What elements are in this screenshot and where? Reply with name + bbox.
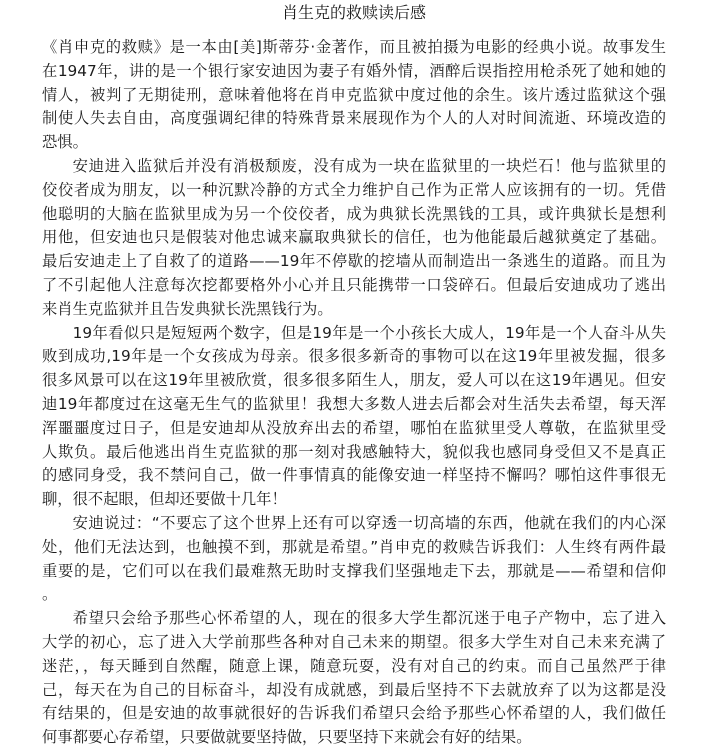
- text-line: 最后安迪走上了自救了的道路——19年不停歇的挖墙从而制造出一条逃生的道路。而且为: [42, 252, 666, 271]
- text-line: 很多风景可以在这19年里被欣赏，很多很多陌生人，朋友，爱人可以在这19年遇见。但安: [42, 371, 666, 390]
- text-line: 在1947年，讲的是一个银行家安迪因为妻子有婚外情，酒醉后误指控用枪杀死了她和她的: [42, 61, 666, 80]
- text-line: 来肖生克监狱并且告发典狱长洗黑钱行为。: [42, 299, 333, 318]
- text-line: 。: [42, 585, 58, 604]
- text-line: 何事都要心存希望，只要做就要坚持做，只要坚持下来就会有好的结果。: [42, 728, 532, 747]
- text-line: 大学的初心，忘了进入大学前那些各种对自己未来的期望。很多大学生对自己未来充满了: [42, 632, 666, 651]
- text-line: 了不引起他人注意每次挖都要格外小心并且只能携带一口袋碎石。但最后安迪成功了逃出: [42, 275, 666, 294]
- text-line: 他聪明的大脑在监狱里成为另一个佼佼者，成为典狱长洗黑钱的工具，或许典狱长是想利: [42, 204, 666, 223]
- text-line: 有结果的，但是安迪的故事就很好的告诉我们希望只会给予那些心怀希望的人，我们做任: [42, 704, 666, 723]
- text-line: 佼佼者成为朋友，以一种沉默冷静的方式全力维护自己作为正常人应该拥有的一切。凭借: [42, 180, 666, 199]
- paragraph-5: [42, 607, 666, 750]
- text-line: 《肖申克的救赎》是一本由[美]斯蒂芬·金著作，而且被拍摄为电影的经典小说。故事发生: [42, 38, 666, 56]
- paragraph-3: [42, 322, 666, 512]
- text-line: 处，他们无法达到，也触摸不到，那就是希望。”肖申克的救赎告诉我们：人生终有两件最: [42, 537, 666, 556]
- text-line: 重要的是，它们可以在我们最难熬无助时支撑我们坚强地走下去，那就是——希望和信仰: [42, 561, 666, 580]
- text-line: 恐惧。: [42, 133, 88, 152]
- text-line: 用他，但安迪也只是假装对他忠诚来赢取典狱长的信任，也为他能最后越狱奠定了基础。: [42, 228, 666, 247]
- text-line: 迪19年都度过在这毫无生气的监狱里！我想大多数人进去后都会对生活失去希望，每天浑: [42, 394, 666, 413]
- text-line: 败到成功,19年是一个女孩成为母亲。很多很多新奇的事物可以在这19年里被发掘，很多: [42, 347, 666, 366]
- text-line: 情人，被判了无期徒刑，意味着他将在肖申克监狱中度过他的余生。该片透过监狱这个强: [42, 85, 666, 104]
- paragraph-4: [42, 512, 666, 607]
- document-title: 肖生克的救赎读后感: [281, 3, 426, 22]
- paragraph-2: [42, 155, 666, 322]
- text-line: 19年看似只是短短两个数字，但是19年是一个小孩长大成人，19年是一个人奋斗从失: [72, 323, 666, 342]
- text-line: 迷茫，，每天睡到自然醒，随意上课，随意玩耍，没有对自己的约束。而自己虽然严于律: [42, 656, 666, 675]
- text-line: 希望只会给予那些心怀希望的人，现在的很多大学生都沉迷于电子产物中，忘了进入: [72, 609, 666, 628]
- text-line: 的感同身受，我不禁问自己，做一件事情真的能像安迪一样坚持不懈吗？哪怕这件事很无: [42, 466, 666, 485]
- document-body: [42, 36, 666, 750]
- text-line: 安迪说过：“不要忘了这个世界上还有可以穿透一切高墙的东西，他就在我们的内心深: [72, 513, 666, 532]
- text-line: 安迪进入监狱后并没有消极颓废，没有成为一块在监狱里的一块烂石！他与监狱里的: [72, 156, 666, 175]
- paragraph-1: [42, 36, 666, 155]
- text-line: 浑噩噩度过日子，但是安迪却从没放弃出去的希望，哪怕在监狱里受人尊敬，在监狱里受: [42, 418, 666, 437]
- text-line: 制使人失去自由，高度强调纪律的特殊背景来展现作为个人的人对时间流逝、环境改造的: [42, 109, 666, 128]
- text-line: 人欺负。最后他逃出肖生克监狱的那一刻对我感触特大，貌似我也感同身受但又不是真正: [42, 442, 666, 461]
- text-line: 己，每天在为自己的目标奋斗，却没有成就感，到最后坚持不下去就放弃了以为这都是没: [42, 680, 666, 699]
- text-line: 聊，很不起眼，但却还要做十几年！: [42, 490, 287, 509]
